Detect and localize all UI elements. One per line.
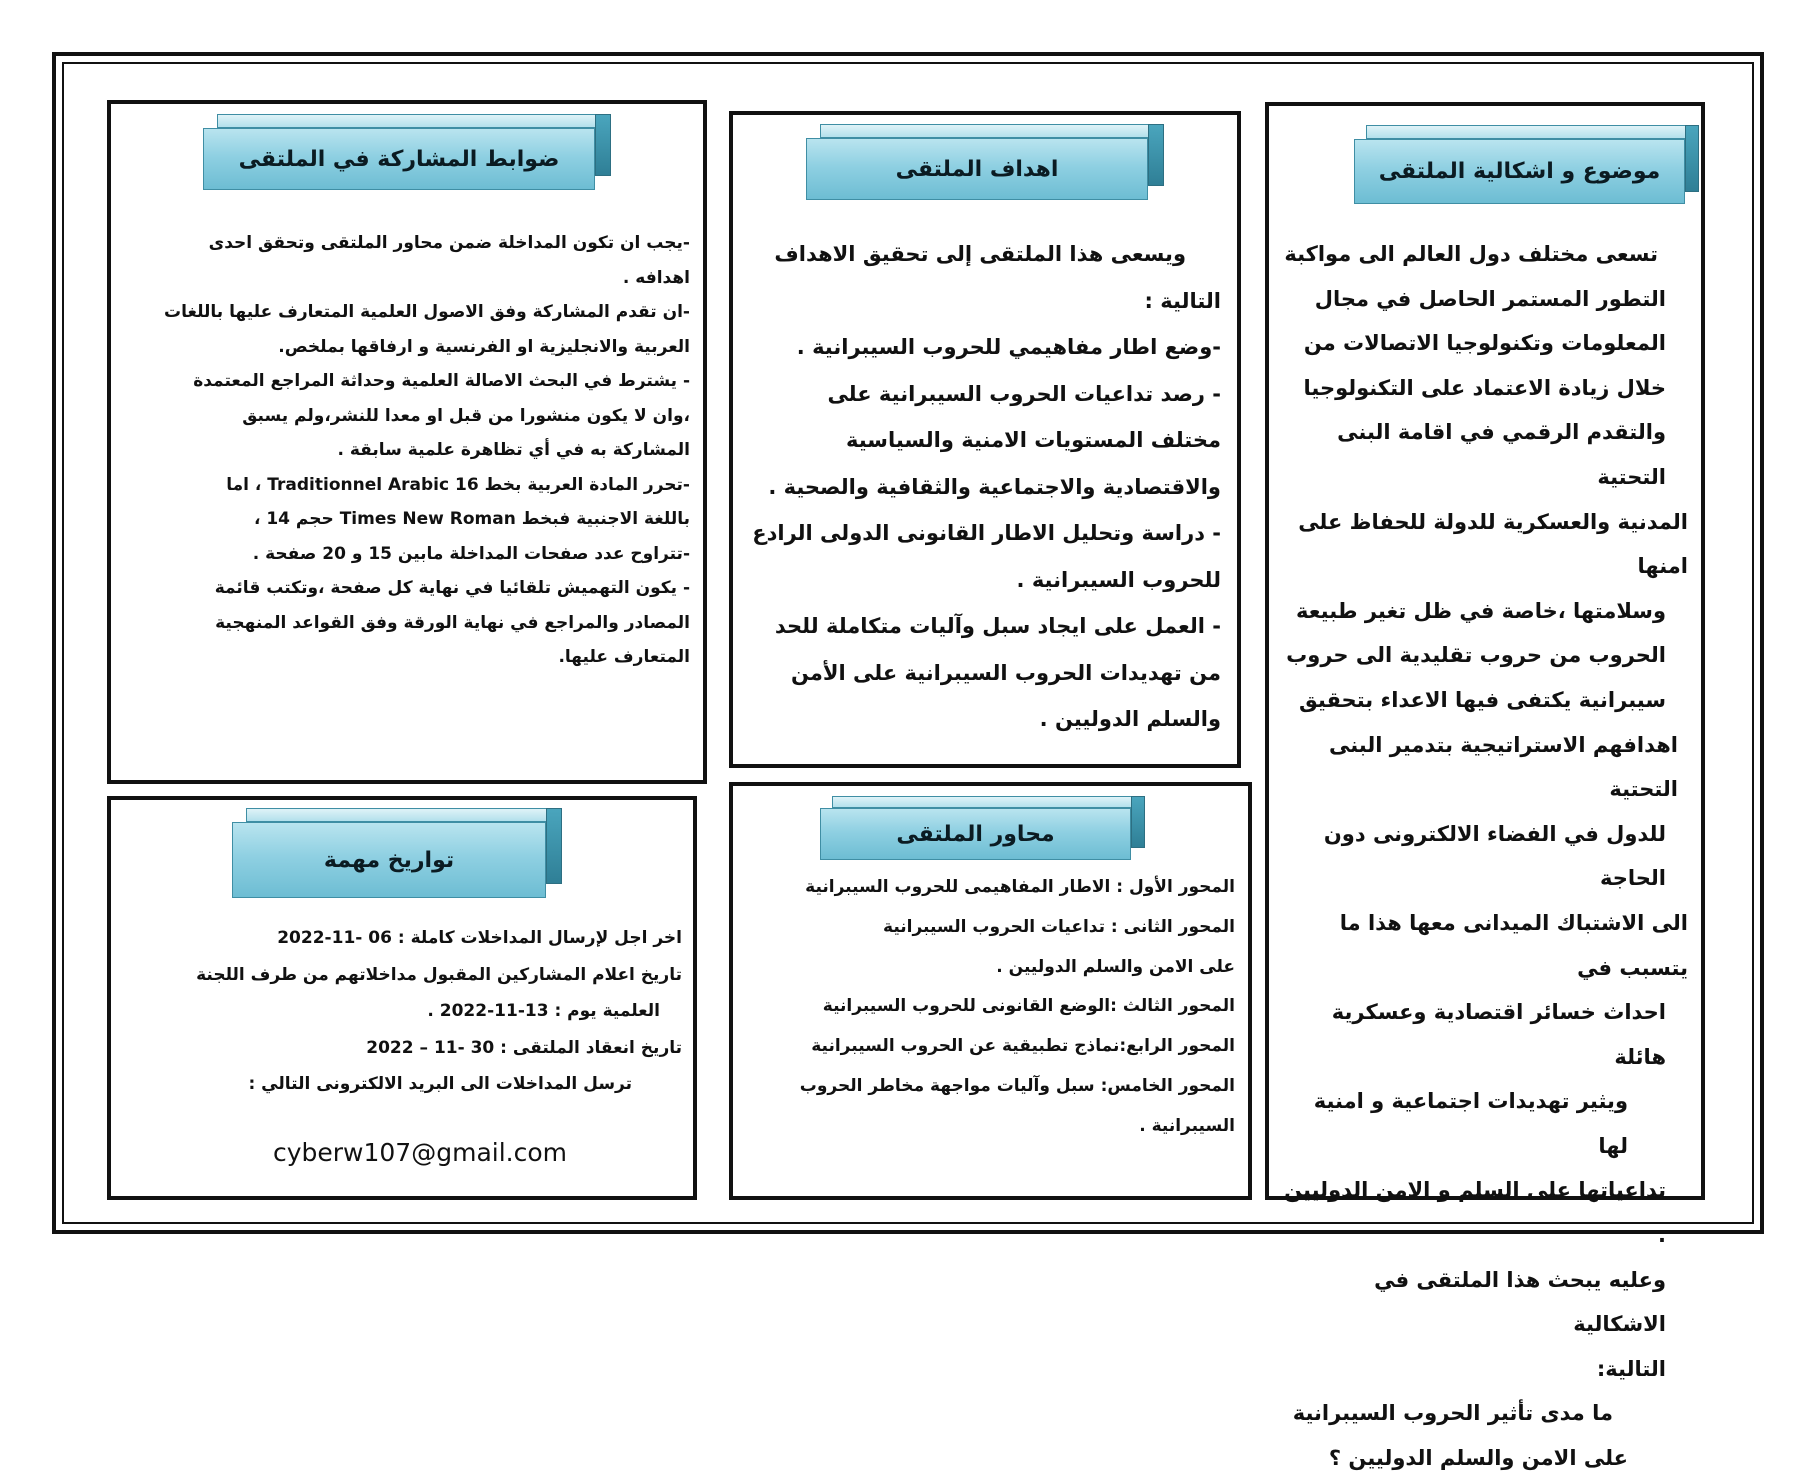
topic-title: موضوع و اشكالية الملتقى (1354, 139, 1685, 204)
topic-line: ويثير تهديدات اجتماعية و امنية لها (1313, 1089, 1628, 1158)
rules-line: - يكون التهميش تلقائيا في نهاية كل صفحة ،وتكتب قائمة (214, 578, 690, 598)
topic-line: التطور المستمر الحاصل في مجال (1314, 286, 1666, 311)
axes-line: المحور الثالث :الوضع القانونى للحروب السيبرانية (822, 996, 1235, 1017)
rules-line: - يشترط في البحث الاصالة العلمية وحداثة المراجع المعتمدة (193, 371, 690, 391)
topic-question: ما مدى تأثير الحروب السيبرانية (1292, 1401, 1613, 1426)
rules-line: اهدافه . (622, 267, 690, 288)
topic-line: تسعى مختلف دول العالم الى مواكبة (1284, 242, 1658, 266)
topic-line: التالية: (1596, 1356, 1666, 1381)
topic-title-badge (1354, 125, 1699, 204)
topic-line: خلال زيادة الاعتماد على التكنولوجيا (1303, 375, 1666, 400)
topic-line: اهدافهم الاستراتيجية بتدمير البنى التحتية (1328, 732, 1678, 802)
topic-line: سيبرانية يكتفى فيها الاعداء بتحقيق (1298, 687, 1666, 712)
axes-line: المحور الخامس: سبل وآليات مواجهة مخاطر الحروب (799, 1075, 1235, 1096)
objectives-text (744, 231, 1226, 743)
objectives-line: والاقتصادية والاجتماعية والثقافية والصحية . (768, 474, 1221, 499)
dates-text (122, 920, 682, 1103)
axes-line: المحور الأول : الاطار المفاهيمى للحروب السيبرانية (805, 877, 1235, 897)
axes-line: السيبرانية . (1139, 1115, 1235, 1136)
axes-line: المحور الثانى : تداعيات الحروب السيبرانية (883, 916, 1235, 937)
axes-title-badge (820, 796, 1145, 860)
topic-line: وسلامتها ،خاصة في ظل تغير طبيعة (1296, 598, 1666, 623)
dates-line: ترسل المداخلات الى البريد الالكترونى التالي : (248, 1074, 632, 1094)
rules-title: ضوابط المشاركة في الملتقى (203, 128, 595, 190)
contact-email: cyberw107@gmail.com (272, 1138, 567, 1167)
rules-line: باللغة الاجنبية فبخط Times New Roman حجم 14 ، (253, 509, 690, 529)
dates-line: تاريخ اعلام المشاركين المقبول مداخلاتهم من طرف اللجنة (196, 964, 682, 985)
objectives-line: - العمل على ايجاد سبل وآليات متكاملة للحد (774, 614, 1221, 638)
topic-line: تداعياتها على السلم و الامن الدوليين . (1284, 1178, 1666, 1248)
objectives-line: للحروب السيبرانية . (1016, 567, 1221, 592)
rules-text (122, 226, 690, 675)
rules-line: العربية والانجليزية او الفرنسية و ارفاقها بملخص. (278, 336, 690, 357)
rules-line: -ان تقدم المشاركة وفق الاصول العلمية المتعارف عليها باللغات (164, 302, 690, 322)
rules-line: المشاركة به في أي تظاهرة علمية سابقة . (337, 440, 690, 460)
topic-line: المعلومات وتكنولوجيا الاتصالات من (1303, 331, 1666, 356)
objectives-line: من تهديدات الحروب السيبرانية على الأمن (790, 660, 1221, 685)
topic-line: الحروب من حروب تقليدية الى حروب (1286, 643, 1666, 668)
objectives-line: والسلم الدوليين . (1039, 707, 1221, 731)
topic-line: المدنية والعسكرية للدولة للحفاظ على امنها (1298, 509, 1688, 579)
axes-text (743, 868, 1235, 1147)
axes-title: محاور الملتقى (820, 808, 1131, 860)
dates-line: تاريخ انعقاد الملتقى : 30 -11 – 2022 (366, 1037, 682, 1058)
objectives-line: التالية : (1144, 288, 1221, 313)
topic-line: والتقدم الرقمي في اقامة البنى التحتية (1337, 420, 1666, 489)
rules-line: -تحرر المادة العربية بخط Traditionnel Arabic 16 ، اما (226, 474, 690, 495)
objectives-title: اهداف الملتقى (806, 138, 1148, 200)
topic-question: على الامن والسلم الدوليين ؟ (1328, 1446, 1628, 1471)
objectives-line: - رصد تداعيات الحروب السيبرانية على (827, 381, 1221, 406)
axes-line: المحور الرابع:نماذج تطبيقية عن الحروب السيبرانية (811, 1036, 1235, 1057)
objectives-line: ويسعى هذا الملتقى إلى تحقيق الاهداف (774, 242, 1186, 266)
dates-title: تواريخ مهمة (232, 822, 546, 898)
rules-line: -يجب ان تكون المداخلة ضمن محاور الملتقى وتحقق احدى (208, 233, 690, 253)
topic-text (1280, 232, 1688, 1481)
topic-line: الى الاشتباك الميدانى معها هذا ما يتسبب في (1339, 910, 1688, 980)
rules-line: المتعارف عليها. (558, 647, 690, 667)
topic-line: للدول في الفضاء الالكترونى دون الحاجة (1323, 821, 1666, 891)
rules-line: -تتراوح عدد صفحات المداخلة مابين 15 و 20 صفحة . (252, 543, 690, 564)
topic-line: احداث خسائر اقتصادية وعسكرية هائلة (1331, 1000, 1666, 1069)
objectives-line: - دراسة وتحليل الاطار القانونى الدولى الرادع (752, 521, 1221, 545)
topic-line: وعليه يبحث هذا الملتقى في الاشكالية (1374, 1267, 1666, 1337)
dates-title-badge (232, 808, 562, 898)
dates-line: العلمية يوم : 13-11-2022 . (427, 1001, 660, 1021)
rules-line: المصادر والمراجع في نهاية الورقة وفق القواعد المنهجية (215, 612, 690, 633)
axes-line: على الامن والسلم الدوليين . (996, 956, 1235, 977)
rules-line: ،وان لا يكون منشورا من قبل او معدا للنشر،ولم يسبق (242, 405, 690, 426)
rules-title-badge (203, 114, 611, 190)
objectives-line: مختلف المستويات الامنية والسياسية (845, 428, 1221, 452)
objectives-line: -وضع اطار مفاهيمي للحروب السيبرانية . (796, 335, 1221, 359)
dates-line: اخر اجل لإرسال المداخلات كاملة : 06 -11-2022 (277, 928, 682, 948)
objectives-title-badge (806, 124, 1164, 200)
